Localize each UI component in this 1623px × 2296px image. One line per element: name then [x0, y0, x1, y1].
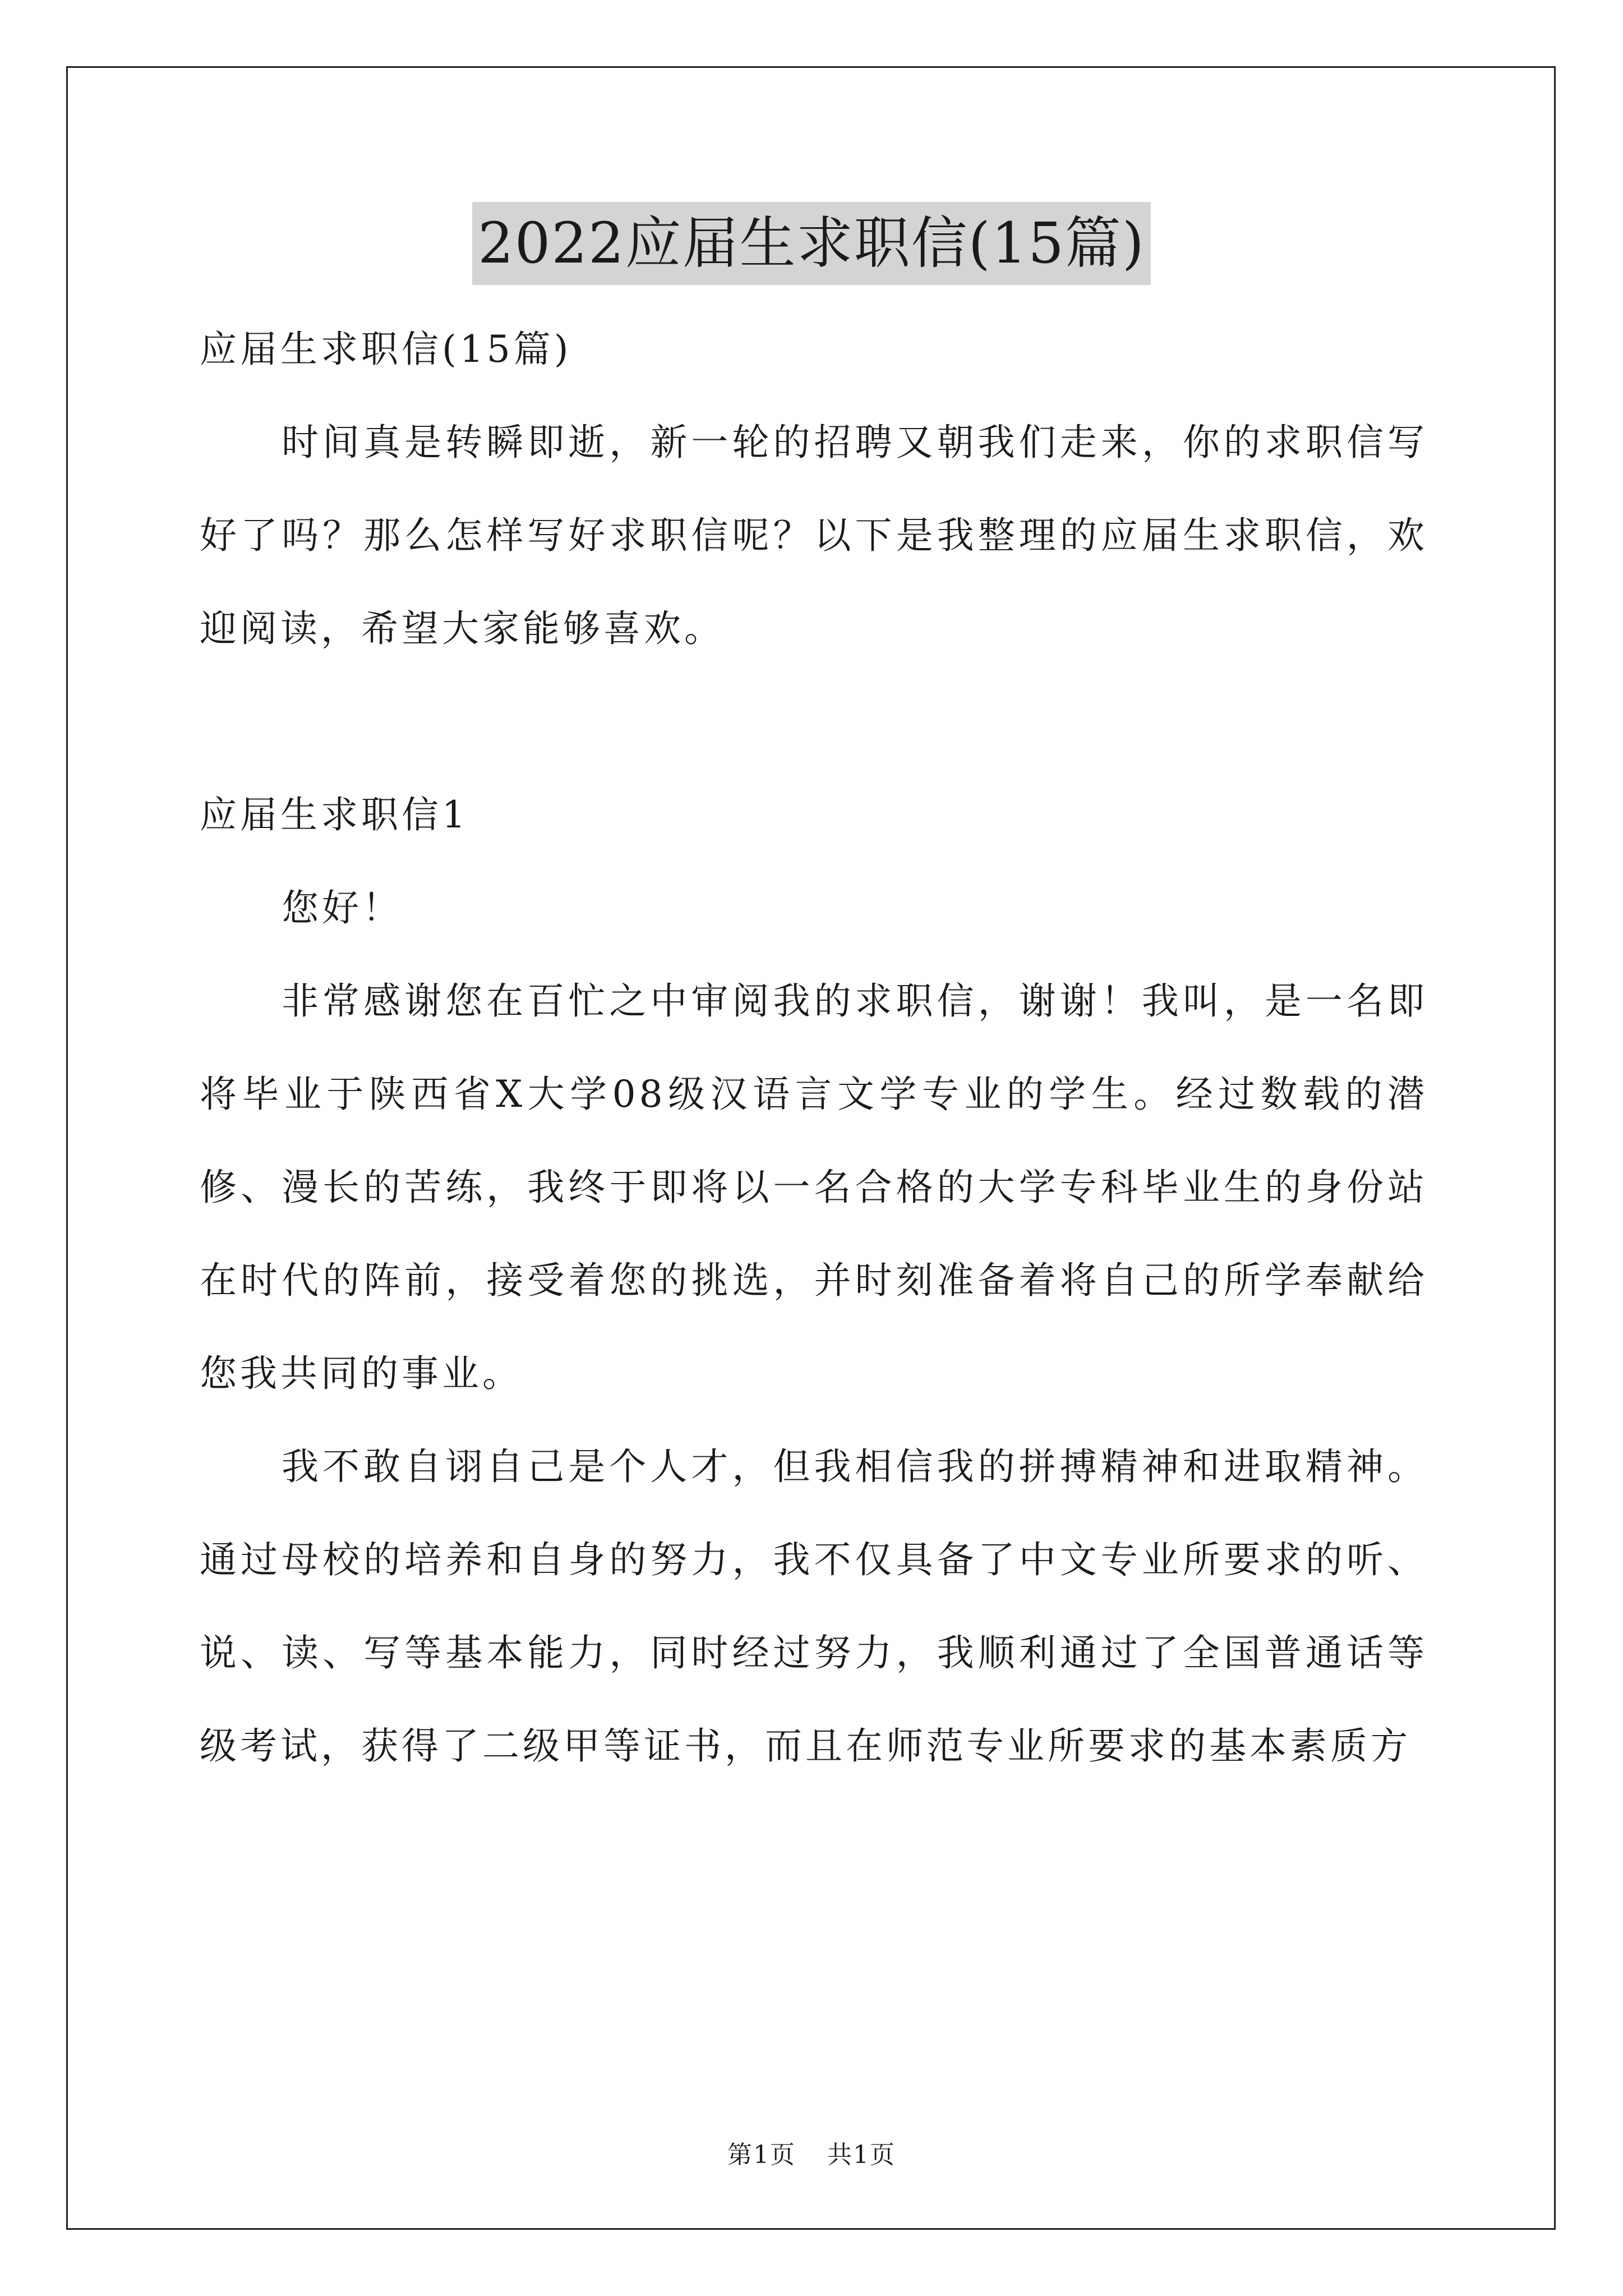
document-title: 2022应届生求职信(15篇)	[472, 202, 1151, 285]
intro-paragraph: 时间真是转瞬即逝，新一轮的招聘又朝我们走来，你的求职信写好了吗？那么怎样写好求职信呢？以下是我整理的应届生求职信，欢迎阅读，希望大家能够喜欢。	[200, 421, 1428, 650]
page-number-total: 共1页	[827, 2141, 896, 2169]
section-heading: 应届生求职信1	[200, 793, 469, 836]
page-number-current: 第1页	[727, 2141, 796, 2169]
document-body	[200, 303, 1428, 1793]
document-subtitle: 应届生求职信(15篇)	[200, 328, 572, 371]
page-footer	[0, 2138, 1623, 2172]
spacer	[200, 675, 1428, 769]
body-paragraph-2: 我不敢自诩自己是个人才，但我相信我的拼搏精神和进取精神。通过母校的培养和自身的努力，我不仅具备了中文专业所要求的听、说、读、写等基本能力，同时经过努力，我顺利通过了全国普通话等级考试，获得了二级甲等证书，而且在师范专业所要求的基本素质方	[200, 1445, 1428, 1768]
title-container	[0, 202, 1623, 285]
body-paragraph-1: 非常感谢您在百忙之中审阅我的求职信，谢谢！我叫，是一名即将毕业于陕西省X大学08级汉语言文学专业的学生。经过数载的潜修、漫长的苦练，我终于即将以一名合格的大学专科毕业生的身份站在时代的阵前，接受着您的挑选，并时刻准备着将自己的所学奉献给您我共同的事业。	[200, 979, 1428, 1395]
greeting: 您好！	[282, 886, 403, 930]
